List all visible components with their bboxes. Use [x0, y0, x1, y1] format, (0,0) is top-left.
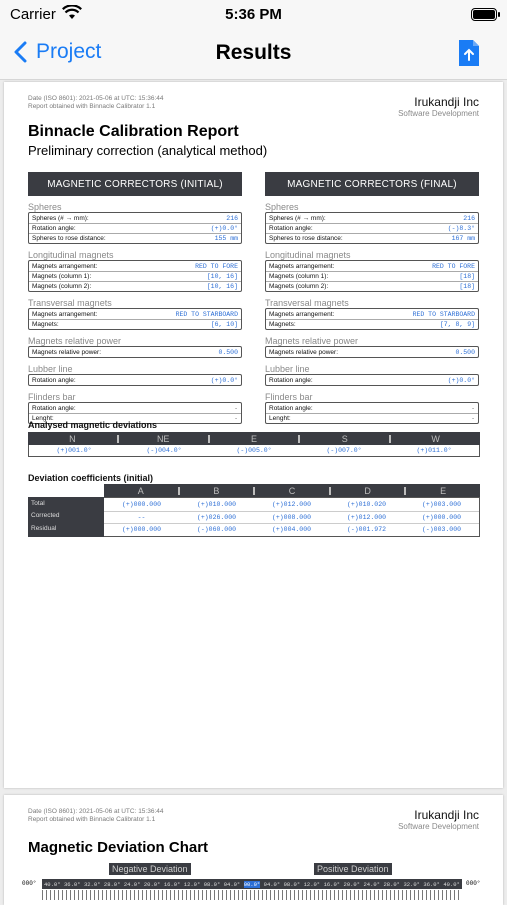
- row-label: Residual: [31, 524, 57, 532]
- table-row: Rotation angle: -: [269, 404, 475, 412]
- column-header: D: [364, 485, 371, 496]
- table-row: Magnets arrangement: RED TO FORE: [269, 262, 475, 270]
- power-box: [265, 346, 479, 358]
- share-button[interactable]: [457, 38, 481, 68]
- table-row: Rotation angle: (+)0.0°: [29, 223, 241, 233]
- deviations-header: [28, 432, 480, 445]
- table-row: (+)001.0° (-)004.0° (-)005.0° (-)007.0° (+)011.0°: [28, 445, 480, 457]
- column-header: C: [288, 485, 296, 496]
- table-row: (+)000.000 (-)060.000 (+)004.000 (-)001.972 (-)003.000: [104, 523, 479, 536]
- table-row: Rotation angle: (+)0.0°: [32, 376, 238, 384]
- positive-deviation-label: Positive Deviation: [314, 863, 392, 875]
- section-title: Spheres: [265, 202, 299, 212]
- section-title: Magnets relative power: [265, 336, 359, 346]
- coefficients-table: [28, 484, 480, 537]
- scale-tick-label: 20.0°: [343, 880, 361, 888]
- table-row: Magnets (column 1): [18]: [266, 271, 478, 281]
- clock: 5:36 PM: [225, 6, 282, 23]
- initial-correctors: [28, 172, 242, 424]
- table-row: Rotation angle: (-)8.3°: [266, 223, 478, 233]
- share-document-icon: [457, 38, 481, 68]
- section-title: Flinders bar: [265, 392, 313, 402]
- report-subtitle: Preliminary correction (analytical method): [28, 143, 268, 158]
- column-header: E: [440, 485, 447, 496]
- scale-right-label: 000°: [466, 880, 481, 887]
- power-box: [28, 346, 242, 358]
- scale-tick-label: 36.0°: [423, 880, 440, 888]
- scale-tick-label: 24.0°: [363, 880, 381, 888]
- row-label: Corrected: [31, 512, 60, 520]
- navigation-bar: [0, 30, 507, 80]
- scale-tick-label: 04.0°: [223, 880, 241, 888]
- section-title: Flinders bar: [28, 392, 76, 402]
- table-row: Lenght: -: [266, 413, 478, 423]
- table-row: Magnets arrangement: RED TO STARBOARD: [32, 310, 238, 318]
- section-title: Longitudinal magnets: [265, 250, 351, 260]
- spheres-box: [265, 212, 479, 244]
- table-row: Spheres (# → mm): 216: [269, 214, 475, 222]
- company-name: Irukandji Inc: [414, 95, 479, 109]
- scale-tick-label: 20.0°: [143, 880, 161, 888]
- table-row: Magnets relative power: 0.500: [269, 348, 475, 356]
- table-row: Spheres to rose distance: 167 mm: [266, 233, 478, 243]
- section-title: Transversal magnets: [265, 298, 349, 308]
- report-date: Date (ISO 8601): 2021-05-06 at UTC: 15:36:44: [28, 808, 164, 815]
- scale-tick-label: 08.0°: [203, 880, 221, 888]
- longitudinal-box: [265, 260, 479, 292]
- column-header: E: [250, 433, 257, 444]
- table-row: Magnets (column 2): [10, 16]: [29, 281, 241, 291]
- lubber-box: [28, 374, 242, 386]
- scale-tick-label: 28.0°: [103, 880, 121, 888]
- section-title: Transversal magnets: [28, 298, 112, 308]
- initial-heading: MAGNETIC CORRECTORS (INITIAL): [28, 172, 242, 196]
- scale-tick-label: 36.0°: [63, 880, 81, 888]
- column-header: N: [69, 433, 76, 444]
- scale-tick-label: 16.0°: [163, 880, 181, 888]
- section-title: Magnets relative power: [28, 336, 122, 346]
- company-name: Irukandji Inc: [414, 808, 479, 822]
- page-title: Results: [215, 41, 292, 64]
- scale-ticks: [42, 890, 462, 900]
- table-row: (+)000.000 (+)010.000 (+)012.000 (+)010.020 (+)003.000: [121, 500, 461, 508]
- table-row: Magnets arrangement: RED TO STARBOARD: [269, 310, 475, 318]
- table-row: Magnets (column 2): [18]: [266, 281, 478, 291]
- column-header: B: [213, 485, 220, 496]
- status-bar: [0, 0, 507, 30]
- table-row: Rotation angle: -: [32, 404, 238, 412]
- report-page-2: [4, 795, 503, 905]
- table-row: Magnets (column 1): [10, 16]: [29, 271, 241, 281]
- column-header: S: [341, 433, 348, 444]
- battery-icon: [471, 8, 497, 21]
- table-row: Magnets arrangement: RED TO FORE: [32, 262, 238, 270]
- scale-tick-label: 24.0°: [123, 880, 141, 888]
- coefficients-header: [104, 484, 480, 497]
- back-label: Project: [36, 40, 102, 63]
- final-heading: MAGNETIC CORRECTORS (FINAL): [265, 172, 479, 196]
- section-title: Longitudinal magnets: [28, 250, 114, 260]
- scale-tick-label: 12.0°: [183, 880, 201, 888]
- chart-title: Magnetic Deviation Chart: [28, 839, 209, 856]
- carrier-label: Carrier: [10, 6, 56, 23]
- flinders-box: [265, 402, 479, 424]
- scale-tick-label: 40.0°: [443, 880, 460, 888]
- scale-tick-label: 16.0°: [323, 880, 341, 888]
- column-header: NE: [156, 433, 170, 444]
- deviations-table: [28, 432, 480, 457]
- spheres-box: [28, 212, 242, 244]
- table-row: Magnets: [7, 8, 9]: [266, 319, 478, 329]
- column-header: A: [137, 485, 144, 496]
- transversal-box: [265, 308, 479, 330]
- table-row: -- (+)026.000 (+)008.000 (+)012.000 (+)000.000: [104, 511, 479, 524]
- column-header: W: [431, 433, 440, 444]
- row-label: Total: [31, 499, 45, 507]
- lubber-box: [265, 374, 479, 386]
- scale-tick-label: 00.0°: [243, 880, 261, 888]
- scale-tick-label: 32.0°: [403, 880, 420, 888]
- row-names: [28, 497, 104, 537]
- section-title: Spheres: [28, 202, 62, 212]
- table-row: Spheres (# → mm): 216: [32, 214, 238, 222]
- section-title: Lubber line: [28, 364, 73, 374]
- deviations-title: Analysed magnetic deviations: [28, 420, 158, 430]
- final-correctors: [265, 172, 479, 424]
- scale-tick-label: 12.0°: [303, 880, 321, 888]
- table-row: Lenght: -: [29, 413, 241, 423]
- transversal-box: [28, 308, 242, 330]
- longitudinal-box: [28, 260, 242, 292]
- table-row: Spheres to rose distance: 155 mm: [29, 233, 241, 243]
- table-row: Magnets: [6, 10]: [29, 319, 241, 329]
- report-title: Binnacle Calibration Report: [28, 123, 239, 140]
- scale-tick-label: 32.0°: [83, 880, 101, 888]
- scale-tick-label: 04.0°: [263, 880, 281, 888]
- table-row: Rotation angle: (+)0.0°: [269, 376, 475, 384]
- scale-tick-label: 08.0°: [283, 880, 301, 888]
- report-generator: Report obtained with Binnacle Calibrator 1.1: [28, 816, 156, 823]
- negative-deviation-label: Negative Deviation: [109, 863, 191, 875]
- report-page-1: [4, 82, 503, 788]
- scale-left-label: 000°: [22, 880, 37, 887]
- report-generator: Report obtained with Binnacle Calibrator 1.1: [28, 103, 156, 110]
- report-date: Date (ISO 8601): 2021-05-06 at UTC: 15:36:44: [28, 95, 164, 102]
- table-row: Magnets relative power: 0.500: [32, 348, 238, 356]
- deviation-scale: [42, 879, 462, 889]
- company-division: Software Development: [398, 109, 479, 118]
- section-title: Lubber line: [265, 364, 310, 374]
- company-division: Software Development: [398, 822, 479, 831]
- scale-tick-label: 28.0°: [383, 880, 400, 888]
- coefficients-title: Deviation coefficients (initial): [28, 473, 154, 483]
- scale-tick-label: 40.0°: [44, 880, 61, 888]
